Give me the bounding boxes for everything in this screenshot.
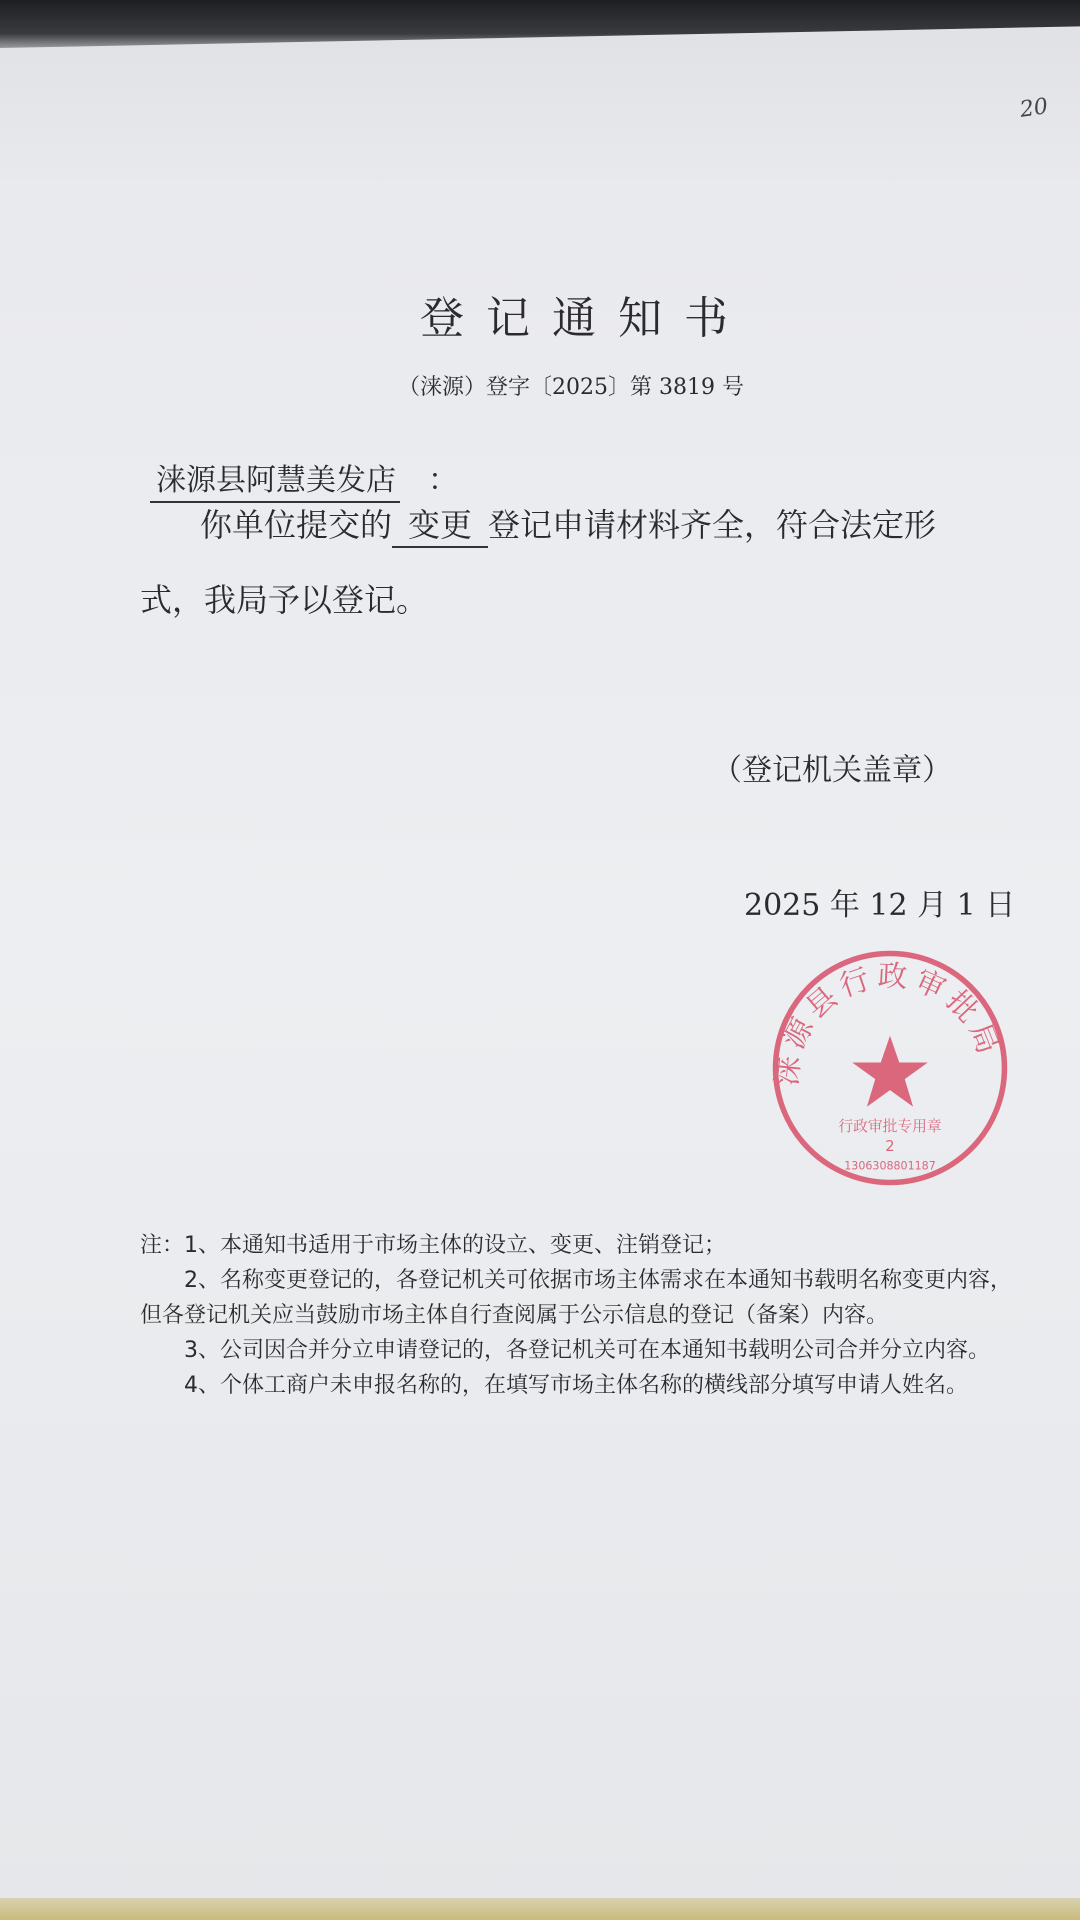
official-seal-stamp bbox=[770, 948, 1010, 1188]
seal-note: （登记机关盖章） bbox=[712, 753, 952, 788]
handwritten-page-mark: 20 bbox=[1018, 94, 1050, 123]
photo-bottom-edge bbox=[0, 1898, 1080, 1920]
photo-top-edge bbox=[0, 0, 1080, 48]
seal-outer-text: 涞源县行政审批局 bbox=[770, 958, 1008, 1088]
seal-code: 1306308801187 bbox=[844, 1159, 936, 1173]
change-type-field: 变更 bbox=[392, 500, 488, 548]
issue-date: 2025 年 12 月 1 日 bbox=[744, 888, 1016, 923]
seal-index: 2 bbox=[885, 1138, 895, 1156]
note-3: 3、公司因合并分立申请登记的，各登记机关可在本通知书载明公司合并分立内容。 bbox=[184, 1338, 990, 1363]
notes-section bbox=[140, 1228, 1012, 1403]
addressee-colon: ： bbox=[428, 463, 458, 498]
notice-body-line-1 bbox=[200, 500, 936, 548]
note-2-continued: 但各登记机关应当鼓励市场主体自行查阅属于公示信息的登记（备案）内容。 bbox=[140, 1303, 889, 1328]
body-prefix: 你单位提交的 bbox=[200, 506, 393, 544]
star-icon bbox=[852, 1036, 928, 1107]
document-number: （涞源）登字〔2025〕第 3819 号 bbox=[398, 375, 744, 400]
document-title: 登记通知书 bbox=[420, 293, 750, 344]
addressee-name: 涞源县阿慧美发店 bbox=[150, 455, 400, 503]
note-1: 注：1、本通知书适用于市场主体的设立、变更、注销登记； bbox=[140, 1233, 726, 1258]
body-suffix: 登记申请材料齐全，符合法定形 bbox=[488, 506, 937, 544]
seal-inner-text: 行政审批专用章 bbox=[838, 1117, 942, 1135]
note-2: 2、名称变更登记的，各登记机关可依据市场主体需求在本通知书载明名称变更内容， bbox=[184, 1268, 1012, 1293]
notice-body-line-2: 式，我局予以登记。 bbox=[140, 581, 429, 619]
note-4: 4、个体工商户未申报名称的，在填写市场主体名称的横线部分填写申请人姓名。 bbox=[184, 1373, 968, 1398]
